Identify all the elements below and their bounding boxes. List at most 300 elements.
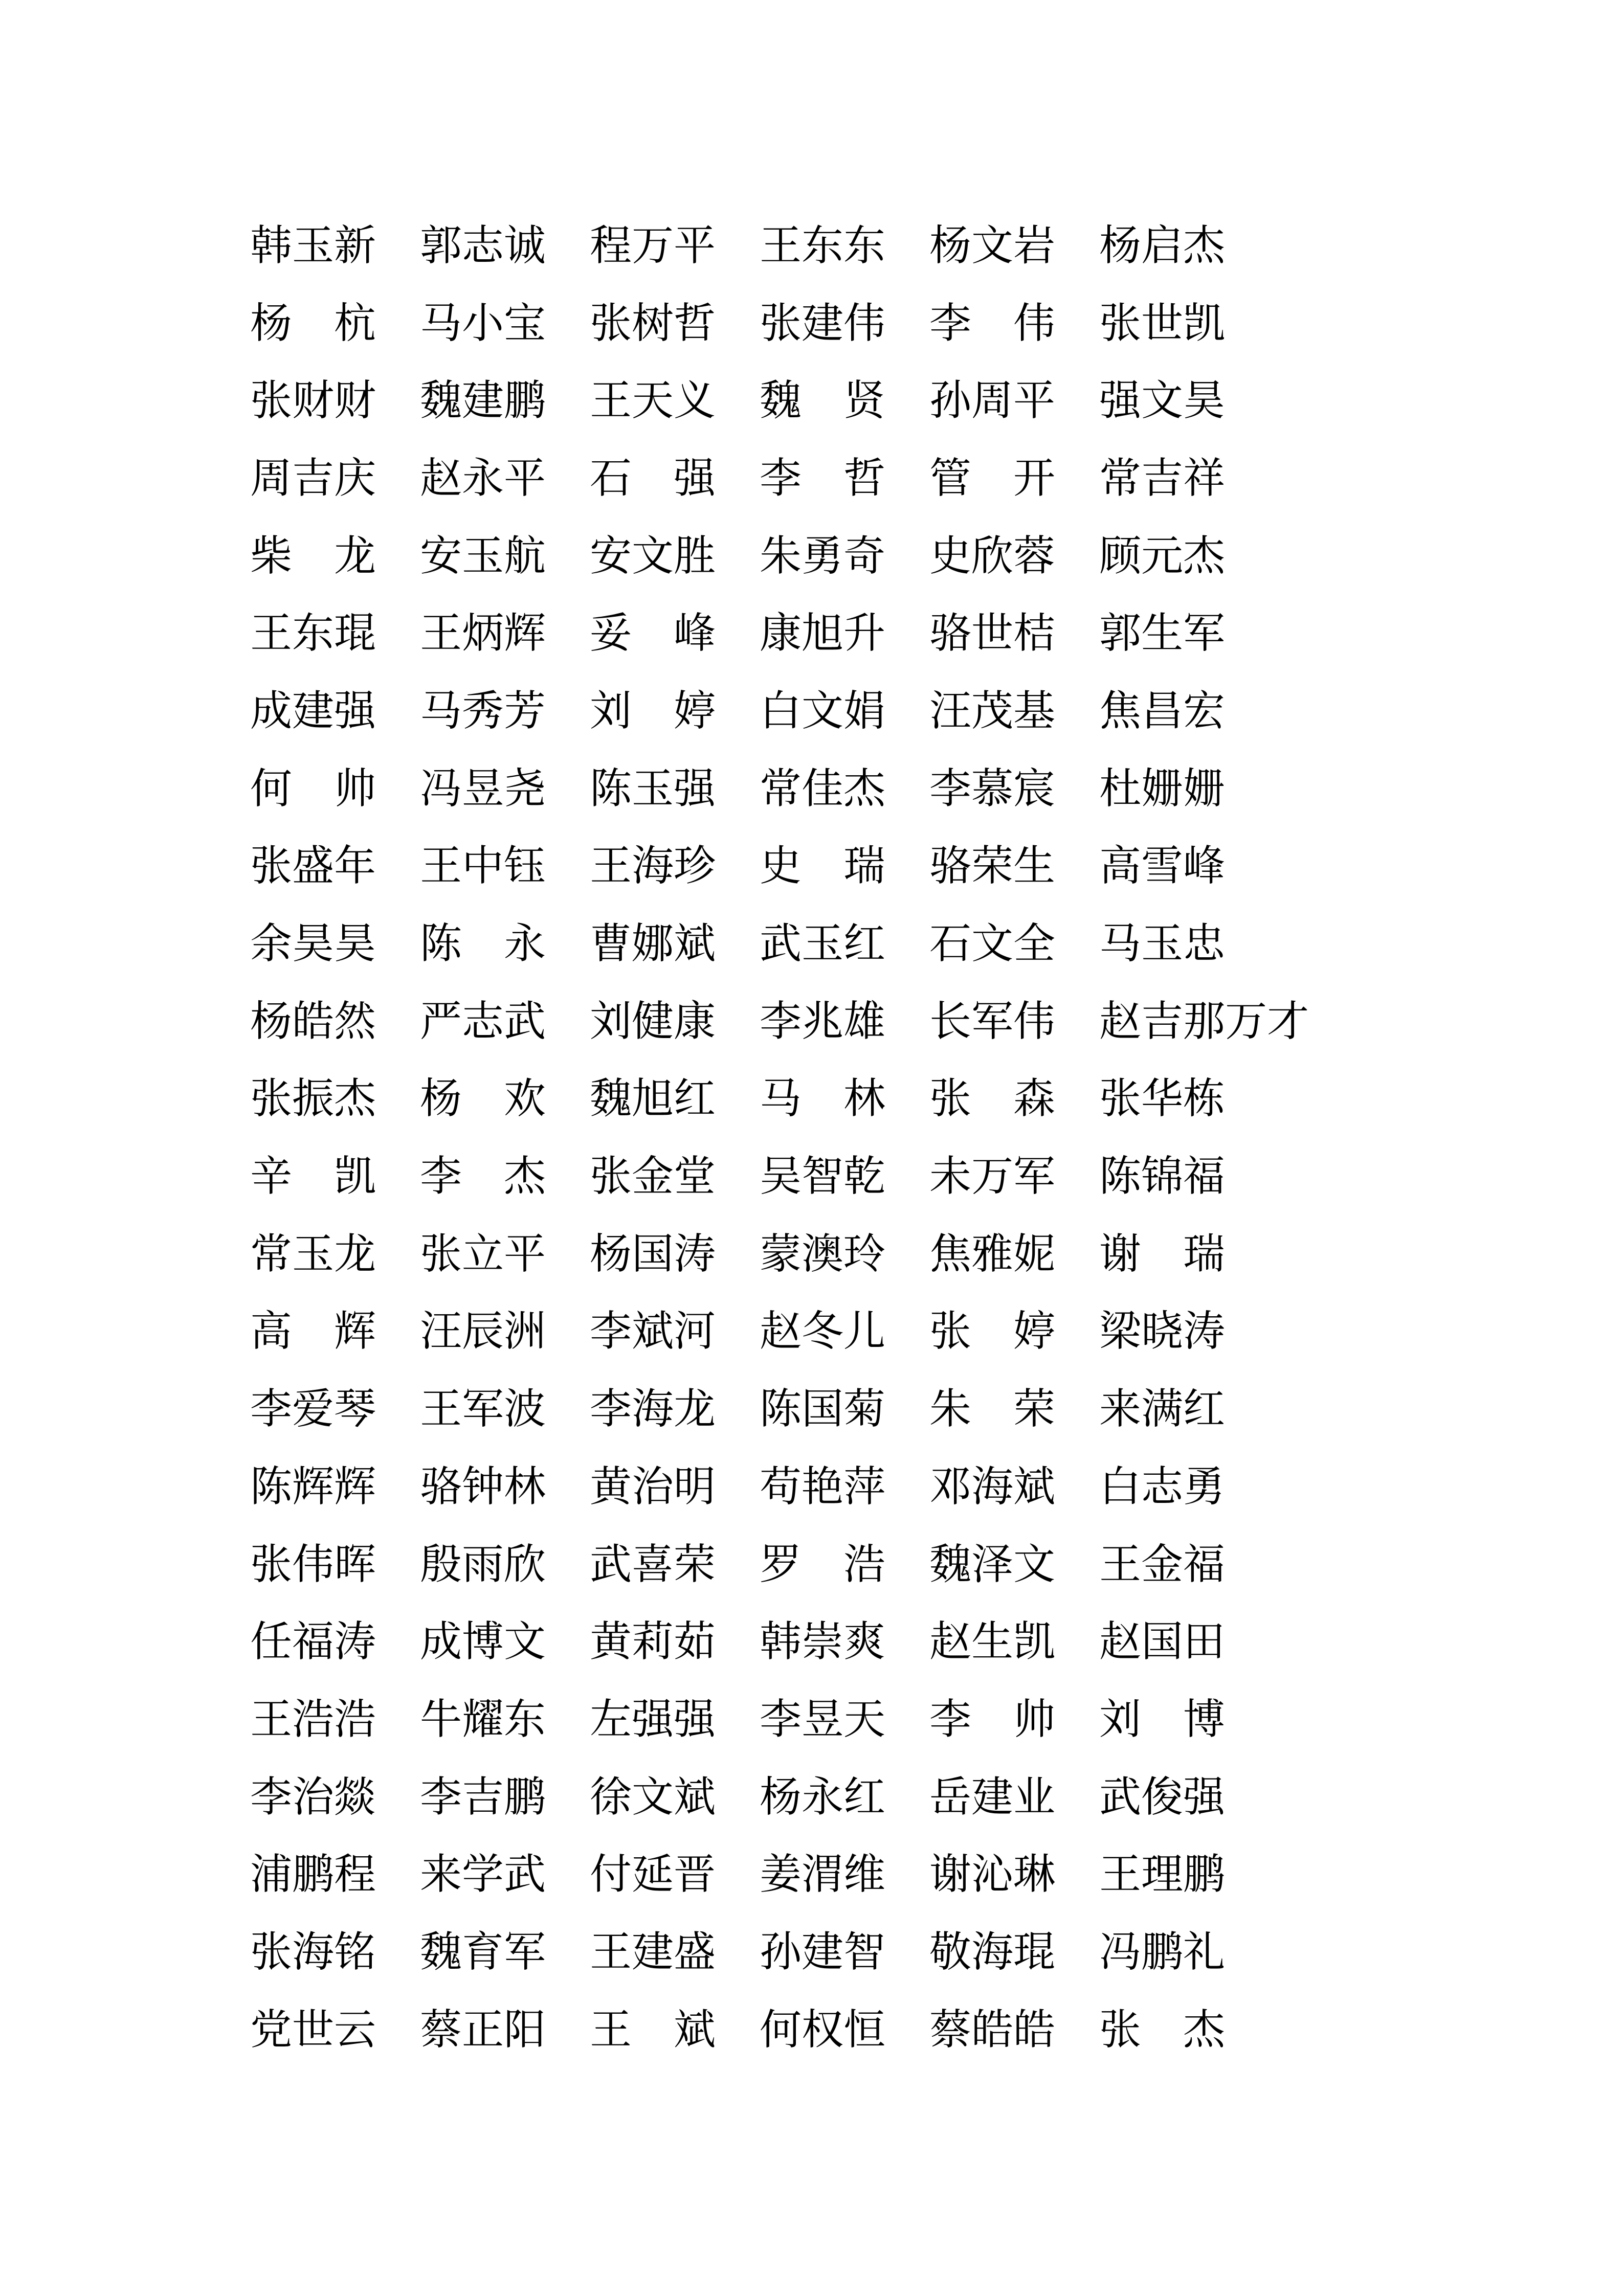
name-cell: [1099, 1696, 1225, 1743]
name-cell: [1099, 1851, 1226, 1898]
name-cell: [1099, 1773, 1226, 1820]
name-char: 军: [504, 1928, 546, 1975]
name-char: 杰: [334, 1075, 376, 1122]
name-char: 红: [843, 1773, 886, 1820]
name-char: 欣: [971, 532, 1014, 579]
name-char: 东: [504, 1696, 546, 1743]
name-cell: [929, 610, 1056, 657]
name-char: 赵: [929, 1618, 972, 1665]
name-char: 涛: [1183, 1308, 1226, 1355]
name-char: 姜: [760, 1851, 802, 1898]
name-char: 凯: [333, 1153, 376, 1200]
name-char: 高: [1099, 843, 1142, 890]
name-char: 成: [420, 1618, 462, 1665]
name-char: 文: [1141, 377, 1184, 424]
name-char: 吉: [292, 455, 335, 502]
name-cell: [420, 687, 546, 734]
name-char: 梁: [1099, 1308, 1142, 1355]
name-cell: [760, 1851, 886, 1898]
name-char: 陈: [1099, 1153, 1142, 1200]
name-cell: [590, 1153, 716, 1200]
name-char: 任: [250, 1618, 293, 1665]
name-cell: [590, 1463, 716, 1510]
name-char: 汪: [420, 1308, 462, 1355]
name-char: 严: [420, 998, 462, 1045]
name-char: 昱: [462, 765, 504, 812]
name-char: 延: [632, 1851, 674, 1898]
name-char: 学: [462, 1851, 504, 1898]
name-cell: [1099, 998, 1309, 1045]
name-cell: [250, 843, 376, 890]
name-char: 渭: [802, 1851, 844, 1898]
name-cell: [760, 455, 885, 502]
name-char: 雄: [843, 998, 886, 1045]
name-char: 军: [1013, 1153, 1056, 1200]
name-char: 柴: [250, 532, 293, 579]
name-char: 平: [674, 222, 716, 269]
name-char: 郭: [420, 222, 462, 269]
name-char: 张: [420, 1230, 462, 1277]
name-char: 雪: [1141, 843, 1184, 890]
name-cell: [760, 1696, 886, 1743]
name-char: 何: [760, 2006, 802, 2053]
name-row: [250, 440, 1353, 517]
name-char: 王: [250, 610, 293, 657]
name-cell: [250, 1230, 376, 1277]
name-char: 乾: [843, 1153, 886, 1200]
name-char: 义: [674, 377, 716, 424]
name-char: 佳: [802, 765, 844, 812]
name-char: 安: [420, 532, 462, 579]
name-char: 升: [843, 610, 886, 657]
name-cell: [929, 222, 1056, 269]
name-char: 张: [250, 1928, 293, 1975]
name-cell: [760, 1075, 885, 1122]
name-cell: [1099, 1618, 1226, 1665]
name-char: 年: [334, 843, 376, 890]
name-char: 海: [632, 843, 674, 890]
name-cell: [590, 1230, 716, 1277]
name-char: 海: [971, 1928, 1014, 1975]
name-char: 张: [590, 1153, 632, 1200]
name-char: 志: [462, 222, 504, 269]
name-char: 李: [420, 1153, 462, 1200]
name-cell: [1099, 1928, 1226, 1975]
name-char: 龙: [334, 1230, 376, 1277]
name-char: 黄: [590, 1618, 632, 1665]
name-char: 晋: [674, 1851, 716, 1898]
name-char: 杰: [1183, 532, 1226, 579]
name-char: 鹏: [1183, 1851, 1226, 1898]
name-char: 澳: [802, 1230, 844, 1277]
name-char: 森: [1013, 1075, 1055, 1122]
name-char: 理: [1141, 1851, 1184, 1898]
name-char: 陈: [420, 920, 462, 967]
name-char: 周: [971, 377, 1014, 424]
name-cell: [1099, 377, 1226, 424]
name-char: 育: [462, 1928, 504, 1975]
name-char: 刘: [590, 687, 632, 734]
name-char: 李: [760, 998, 802, 1045]
name-cell: [1099, 222, 1226, 269]
name-char: 桔: [1013, 610, 1056, 657]
name-cell: [929, 1386, 1055, 1433]
name-char: 杰: [843, 765, 886, 812]
name-cell: [929, 1618, 1056, 1665]
name-char: 皓: [1013, 2006, 1056, 2053]
name-cell: [250, 1696, 376, 1743]
name-char: 诚: [504, 222, 546, 269]
name-char: 福: [1183, 1153, 1226, 1200]
name-char: 茂: [971, 687, 1014, 734]
name-char: 中: [462, 843, 504, 890]
name-char: 强: [334, 687, 376, 734]
name-cell: [250, 687, 376, 734]
name-cell: [590, 1308, 716, 1355]
name-char: 生: [1141, 610, 1184, 657]
name-cell: [420, 377, 546, 424]
name-char: 建: [802, 300, 844, 347]
name-char: 泽: [971, 1541, 1014, 1588]
name-char: 皓: [971, 2006, 1014, 2053]
name-cell: [1099, 1541, 1226, 1588]
name-char: 洲: [504, 1308, 546, 1355]
name-row: [250, 905, 1353, 983]
name-char: 杨: [1099, 222, 1142, 269]
name-char: 治: [292, 1773, 335, 1820]
name-char: 建: [462, 377, 504, 424]
name-cell: [1099, 455, 1226, 502]
name-char: 那: [1183, 998, 1226, 1045]
name-char: 陈: [760, 1386, 802, 1433]
name-cell: [590, 1696, 716, 1743]
name-char: 党: [250, 2006, 293, 2053]
name-char: 建: [802, 1928, 844, 1975]
name-char: 钟: [462, 1463, 504, 1510]
name-cell: [1099, 687, 1226, 734]
name-char: 杨: [250, 300, 293, 347]
name-char: 金: [632, 1153, 674, 1200]
name-char: 郭: [1099, 610, 1142, 657]
name-char: 斌: [673, 2006, 716, 2053]
name-char: 庆: [334, 455, 376, 502]
name-cell: [420, 1696, 546, 1743]
name-cell: [420, 1851, 546, 1898]
name-cell: [929, 1075, 1055, 1122]
name-char: 妮: [1013, 1230, 1056, 1277]
name-char: 哲: [843, 455, 885, 502]
name-char: 玉: [292, 222, 335, 269]
name-char: 恒: [843, 2006, 886, 2053]
name-char: 金: [1141, 1541, 1184, 1588]
name-cell: [760, 1230, 886, 1277]
name-cell: [590, 998, 716, 1045]
name-cell: [420, 998, 546, 1045]
name-char: 石: [590, 455, 632, 502]
name-char: 赵: [1099, 1618, 1142, 1665]
name-char: 张: [1099, 300, 1142, 347]
name-cell: [590, 377, 716, 424]
name-char: 朱: [760, 532, 802, 579]
name-char: 李: [590, 1386, 632, 1433]
name-char: 李: [250, 1386, 293, 1433]
name-char: 玉: [632, 765, 674, 812]
name-char: 焦: [1099, 687, 1142, 734]
name-char: 新: [334, 222, 376, 269]
name-cell: [590, 300, 716, 347]
name-cell: [590, 222, 716, 269]
name-char: 苟: [760, 1463, 802, 1510]
name-char: 康: [674, 998, 716, 1045]
name-char: 尧: [504, 765, 546, 812]
name-cell: [929, 998, 1056, 1045]
name-char: 邓: [929, 1463, 972, 1510]
name-char: 鹏: [504, 1773, 546, 1820]
name-cell: [929, 377, 1056, 424]
name-char: 莉: [632, 1618, 674, 1665]
name-char: 国: [802, 1386, 844, 1433]
name-char: 斌: [674, 920, 716, 967]
name-char: 宸: [1013, 765, 1056, 812]
name-char: 铭: [334, 1928, 376, 1975]
name-char: 秀: [462, 687, 504, 734]
name-char: 萍: [843, 1463, 886, 1510]
name-char: 杜: [1099, 765, 1142, 812]
name-cell: [420, 1386, 546, 1433]
name-row: [250, 1061, 1353, 1138]
name-char: 婷: [673, 687, 716, 734]
name-char: 陈: [590, 765, 632, 812]
name-cell: [590, 455, 716, 502]
name-cell: [760, 610, 886, 657]
name-char: 王: [250, 1696, 293, 1743]
name-char: 吴: [760, 1153, 802, 1200]
name-cell: [929, 300, 1055, 347]
name-char: 骆: [929, 843, 972, 890]
name-char: 东: [802, 222, 844, 269]
name-char: 欣: [504, 1541, 546, 1588]
name-char: 芳: [504, 687, 546, 734]
name-cell: [250, 1386, 376, 1433]
name-char: 华: [1141, 1075, 1184, 1122]
name-char: 张: [250, 1541, 293, 1588]
name-char: 史: [760, 843, 802, 890]
name-char: 琴: [334, 1386, 376, 1433]
name-char: 智: [802, 1153, 844, 1200]
name-char: 晖: [334, 1541, 376, 1588]
name-char: 吉: [1141, 455, 1184, 502]
name-cell: [1099, 1386, 1226, 1433]
name-char: 杨: [929, 222, 972, 269]
name-char: 文: [632, 1773, 674, 1820]
name-char: 曹: [590, 920, 632, 967]
name-char: 军: [1183, 610, 1226, 657]
name-cell: [420, 843, 546, 890]
name-char: 宝: [504, 300, 546, 347]
name-char: 海: [971, 1463, 1014, 1510]
name-char: 瑞: [1183, 1230, 1225, 1277]
name-char: 鹏: [292, 1851, 335, 1898]
name-char: 浩: [334, 1696, 376, 1743]
name-char: 王: [590, 1928, 632, 1975]
name-cell: [929, 1696, 1055, 1743]
name-char: 辉: [292, 1463, 335, 1510]
name-char: 成: [250, 687, 293, 734]
name-char: 史: [929, 532, 972, 579]
name-char: 王: [420, 610, 462, 657]
name-char: 国: [632, 1230, 674, 1277]
name-char: 文: [971, 222, 1014, 269]
name-char: 陈: [250, 1463, 293, 1510]
name-cell: [420, 1928, 546, 1975]
name-char: 王: [1099, 1541, 1142, 1588]
name-char: 武: [504, 998, 546, 1045]
name-char: 志: [1141, 1463, 1184, 1510]
name-char: 黄: [590, 1463, 632, 1510]
name-cell: [1099, 300, 1226, 347]
name-char: 李: [929, 1696, 972, 1743]
name-char: 文: [971, 920, 1014, 967]
name-char: 旭: [632, 1075, 674, 1122]
name-char: 李: [929, 765, 972, 812]
name-cell: [1099, 2006, 1225, 2053]
name-cell: [250, 1928, 376, 1975]
name-cell: [250, 2006, 376, 2053]
name-char: 殷: [420, 1541, 462, 1588]
name-char: 孙: [760, 1928, 802, 1975]
name-cell: [420, 1075, 546, 1122]
name-char: 牛: [420, 1696, 462, 1743]
name-cell: [590, 920, 716, 967]
name-char: 马: [1099, 920, 1142, 967]
name-char: 强: [1099, 377, 1142, 424]
name-char: 冯: [420, 765, 462, 812]
name-row: [250, 1991, 1353, 2069]
name-char: 雨: [462, 1541, 504, 1588]
name-char: 鹏: [504, 377, 546, 424]
name-char: 张: [590, 300, 632, 347]
name-cell: [1099, 1230, 1225, 1277]
name-char: 昊: [292, 920, 335, 967]
name-row: [250, 1681, 1353, 1759]
name-char: 娜: [632, 920, 674, 967]
name-char: 王: [590, 377, 632, 424]
name-char: 忠: [1183, 920, 1226, 967]
name-char: 盛: [674, 1928, 716, 1975]
name-char: 杨: [420, 1075, 462, 1122]
name-char: 玉: [292, 1230, 335, 1277]
name-char: 堂: [674, 1153, 716, 1200]
name-cell: [929, 2006, 1056, 2053]
name-char: 昊: [334, 920, 376, 967]
name-char: 魏: [760, 377, 802, 424]
name-char: 常: [1099, 455, 1142, 502]
name-char: 福: [292, 1618, 335, 1665]
name-char: 罗: [760, 1541, 802, 1588]
name-cell: [760, 1618, 886, 1665]
name-char: 阳: [504, 2006, 546, 2053]
name-char: 文: [504, 1618, 546, 1665]
name-row: [250, 517, 1353, 595]
name-row: [250, 828, 1353, 906]
name-char: 祥: [1183, 455, 1226, 502]
name-char: 雅: [971, 1230, 1014, 1277]
name-char: 马: [420, 687, 462, 734]
name-cell: [250, 532, 376, 579]
name-cell: [590, 687, 716, 734]
name-cell: [250, 1618, 376, 1665]
name-char: 何: [250, 765, 293, 812]
name-cell: [590, 1618, 716, 1665]
name-row: [250, 1370, 1353, 1448]
name-cell: [250, 1463, 376, 1510]
name-char: 浩: [292, 1696, 335, 1743]
name-char: 志: [462, 998, 504, 1045]
name-char: 强: [632, 1696, 674, 1743]
name-char: 强: [1183, 1773, 1226, 1820]
name-cell: [590, 532, 716, 579]
name-char: 平: [504, 1230, 546, 1277]
name-char: 王: [420, 843, 462, 890]
name-cell: [760, 765, 886, 812]
name-cell: [420, 1541, 546, 1588]
name-char: 蔡: [929, 2006, 972, 2053]
name-char: 世: [1141, 300, 1184, 347]
name-char: 高: [250, 1308, 293, 1355]
name-row: [250, 1293, 1353, 1371]
name-char: 魏: [420, 1928, 462, 1975]
name-char: 辉: [504, 610, 546, 657]
name-char: 锦: [1141, 1153, 1184, 1200]
name-char: 强: [673, 455, 716, 502]
name-char: 韩: [760, 1618, 802, 1665]
name-cell: [1099, 765, 1226, 812]
name-cell: [250, 222, 376, 269]
name-char: 蓉: [1013, 532, 1056, 579]
name-char: 白: [760, 687, 802, 734]
name-char: 张: [929, 1075, 972, 1122]
name-char: 峰: [673, 610, 716, 657]
name-char: 杨: [590, 1230, 632, 1277]
name-cell: [760, 300, 886, 347]
name-char: 李: [760, 455, 802, 502]
name-char: 天: [843, 1696, 886, 1743]
name-char: 万: [1225, 998, 1267, 1045]
name-char: 长: [929, 998, 972, 1045]
name-char: 刘: [590, 998, 632, 1045]
name-char: 张: [1099, 1075, 1142, 1122]
name-char: 吉: [1141, 998, 1184, 1045]
name-char: 斌: [674, 1773, 716, 1820]
name-char: 生: [1013, 843, 1056, 890]
name-char: 玉: [1141, 920, 1184, 967]
name-char: 张: [250, 377, 293, 424]
name-char: 国: [1141, 1618, 1184, 1665]
name-char: 岩: [1013, 222, 1056, 269]
name-cell: [420, 1308, 546, 1355]
name-char: 权: [802, 2006, 844, 2053]
name-cell: [760, 920, 886, 967]
name-char: 业: [1013, 1773, 1056, 1820]
name-char: 马: [420, 300, 462, 347]
name-char: 妥: [590, 610, 632, 657]
name-char: 武: [760, 920, 802, 967]
name-char: 振: [292, 1075, 335, 1122]
name-char: 强: [674, 765, 716, 812]
name-char: 河: [674, 1308, 716, 1355]
name-char: 崇: [802, 1618, 844, 1665]
name-cell: [929, 1230, 1056, 1277]
